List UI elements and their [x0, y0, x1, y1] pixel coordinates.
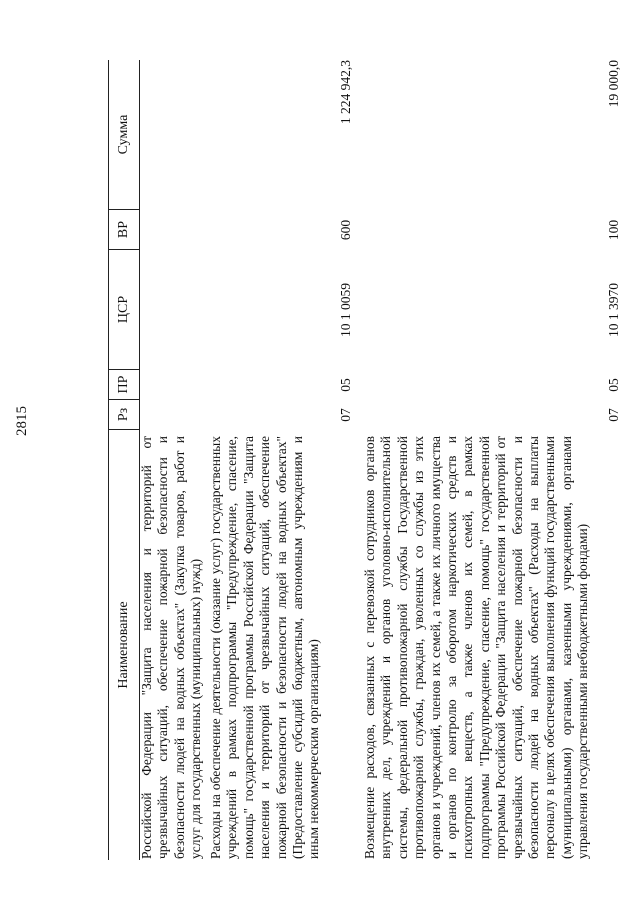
row-pr: 05 [338, 378, 353, 392]
table-header [108, 60, 140, 860]
row-name: Расходы на обеспечение деятельности (оказание услуг) государственных учреждений в рамках подпрограммы "Предупреждение, спасение, помощь" государственной программы Российской Федерации "Защита населения и территорий от чрезвычайных ситуаций, обеспечение пожарной безопасности и безопасности людей на водных объектах" (Предоставление субсидий бюджетным, автономным учреждениям и иным некоммерческим организациям) [208, 436, 322, 859]
header-name: Наименование [116, 601, 131, 689]
row-csr: 10 1 3970 [606, 283, 621, 337]
row-pr: 05 [606, 378, 621, 392]
row-sum: 19 000,0 [606, 60, 621, 108]
row-vr: 600 [338, 219, 353, 241]
row-rz: 07 [606, 408, 621, 422]
header-rz: Рз [109, 400, 139, 430]
header-pr: ПР [109, 370, 139, 400]
table-row [362, 60, 622, 860]
header-sum: Сумма [109, 60, 139, 210]
row-name: Российской Федерации "Защита населения и территорий от чрезвычайных ситуаций, обеспечение пожарной безопасности и безопасности людей на водных объектах" (Закупка товаров, работ и услуг для государственных (муниципальных) нужд) [139, 436, 204, 859]
header-vr: ВР [109, 210, 139, 250]
table-row [139, 60, 203, 860]
table-row [208, 60, 354, 860]
budget-table [108, 60, 628, 860]
header-csr: ЦСР [109, 250, 139, 370]
page-number: 2815 [14, 406, 30, 436]
row-name: Возмещение расходов, связанных с перевозкой сотрудников органов внутренних дел, учреждений и органов уголовно-исполнительной системы, федеральной противопожарной службы Государственной противопожарной службы, граждан, уволенных со службы из этих органов и учреждений, членов их семей, а также их личного имущества и органов по контролю за оборотом наркотических средств и психотропных веществ, а также членов их семей, в рамках подпрограммы "Предупреждение, спасение, помощь" государственной программы Российской Федерации "Защита населения и территорий от чрезвычайных ситуаций, обеспечение пожарной безопасности и безопасности людей на водных объектах" (Расходы на выплаты персоналу в целях обеспечения выполнения функций государственными (муниципальными) органами, казенными учреждениями, органами управления государственными внебюджетными фондами) [362, 436, 591, 859]
row-vr: 100 [606, 219, 621, 241]
row-rz: 07 [338, 408, 353, 422]
row-csr: 10 1 0059 [338, 283, 353, 337]
row-sum: 1 224 942,3 [338, 60, 353, 125]
